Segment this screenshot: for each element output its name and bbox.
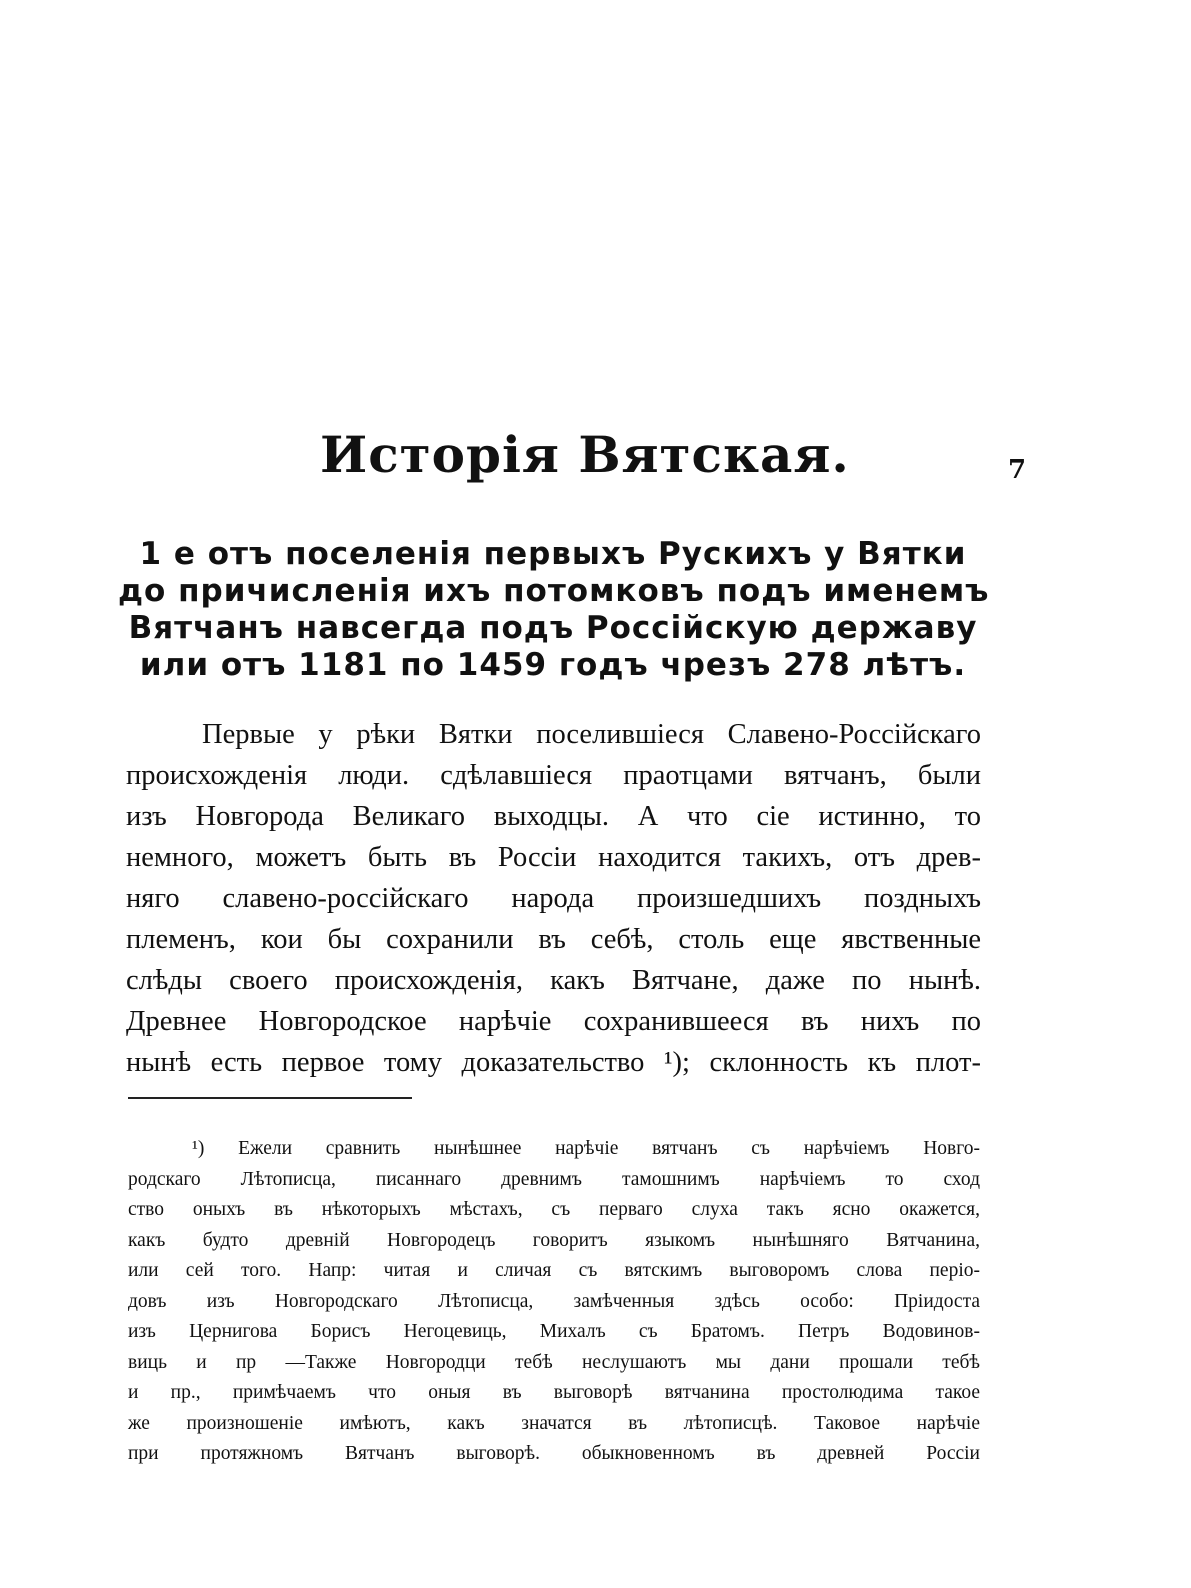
footnote-line: виць и пр —Также Новгородци тебѣ неслушаютъ мы дани прошали тебѣ	[128, 1351, 980, 1373]
body-line: немного, можетъ быть въ Россіи находится такихъ, отъ древ-	[126, 842, 981, 873]
footnote	[128, 1134, 980, 1470]
body-line: происхожденія люди. сдѣлавшіеся праотцами вятчанъ, были	[126, 760, 981, 791]
footnote-divider	[128, 1097, 412, 1099]
footnote-line: ство оныхъ въ нѣкоторыхъ мѣстахъ, съ перваго слуха такъ ясно окажется,	[128, 1199, 980, 1220]
subtitle-line: до причисленія ихъ потомковъ подъ именемъ	[118, 573, 990, 609]
body-line: Первые у рѣки Вятки поселившіеся Славено-Россійскаго	[202, 719, 981, 750]
footnote-line: при протяжномъ Вятчанъ выговорѣ. обыкновенномъ въ древней Россіи	[128, 1443, 980, 1464]
body-line: слѣды своего происхожденія, какъ Вятчане, даже по нынѣ.	[126, 965, 981, 996]
footnote-line: родскаго Лѣтописца, писаннаго древнимъ тамошнимъ нарѣчіемъ то сход	[128, 1168, 980, 1190]
subtitle-line: 1 е отъ поселенія первыхъ Рускихъ у Вятки	[139, 536, 967, 572]
body-line: изъ Новгорода Великаго выходцы. А что сіе истинно, то	[126, 801, 981, 832]
subtitle-line: или отъ 1181 по 1459 годъ чрезъ 278 лѣтъ.	[139, 647, 967, 683]
footnote-line: довъ изъ Новгородскаго Лѣтописца, замѣченныя здѣсь особо: Пріидоста	[128, 1290, 980, 1312]
page-number: 7	[1008, 455, 1027, 485]
footnote-line: и пр., примѣчаемъ что оныя въ выговорѣ вятчанина простолюдима такое	[128, 1382, 980, 1403]
footnote-line: или сей того. Напр: читая и сличая съ вятскимъ выговоромъ слова періо-	[128, 1260, 980, 1281]
footnote-line: изъ Цернигова Борисъ Негоцевиць, Михалъ съ Братомъ. Петръ Водовинов-	[128, 1321, 980, 1342]
body-line: нынѣ есть первое тому доказательство ¹); склонность къ плот-	[126, 1047, 981, 1078]
body-paragraph	[126, 714, 981, 1083]
body-line: Древнее Новгородское нарѣчіе сохранившееся въ нихъ по	[126, 1006, 981, 1037]
footnote-line: ¹) Ежели сравнить нынѣшнее нарѣчіе вятчанъ съ нарѣчіемъ Новго-	[192, 1138, 980, 1159]
footnote-line: же произношеніе имѣютъ, какъ значатся въ лѣтописцѣ. Таковое нарѣчіе	[128, 1412, 980, 1434]
body-line: няго славено-россійскаго народа произшедшихъ поздныхъ	[126, 883, 981, 914]
body-line: племенъ, кои бы сохранили въ себѣ, столь еще явственные	[126, 924, 981, 955]
page-title: Исторія Вятская.	[320, 425, 850, 484]
chapter-subtitle	[118, 536, 988, 684]
subtitle-line: Вятчанъ навсегда подъ Россійскую державу	[128, 610, 978, 646]
footnote-line: какъ будто древній Новгородецъ говоритъ языкомъ нынѣшняго Вятчанина,	[128, 1229, 980, 1251]
